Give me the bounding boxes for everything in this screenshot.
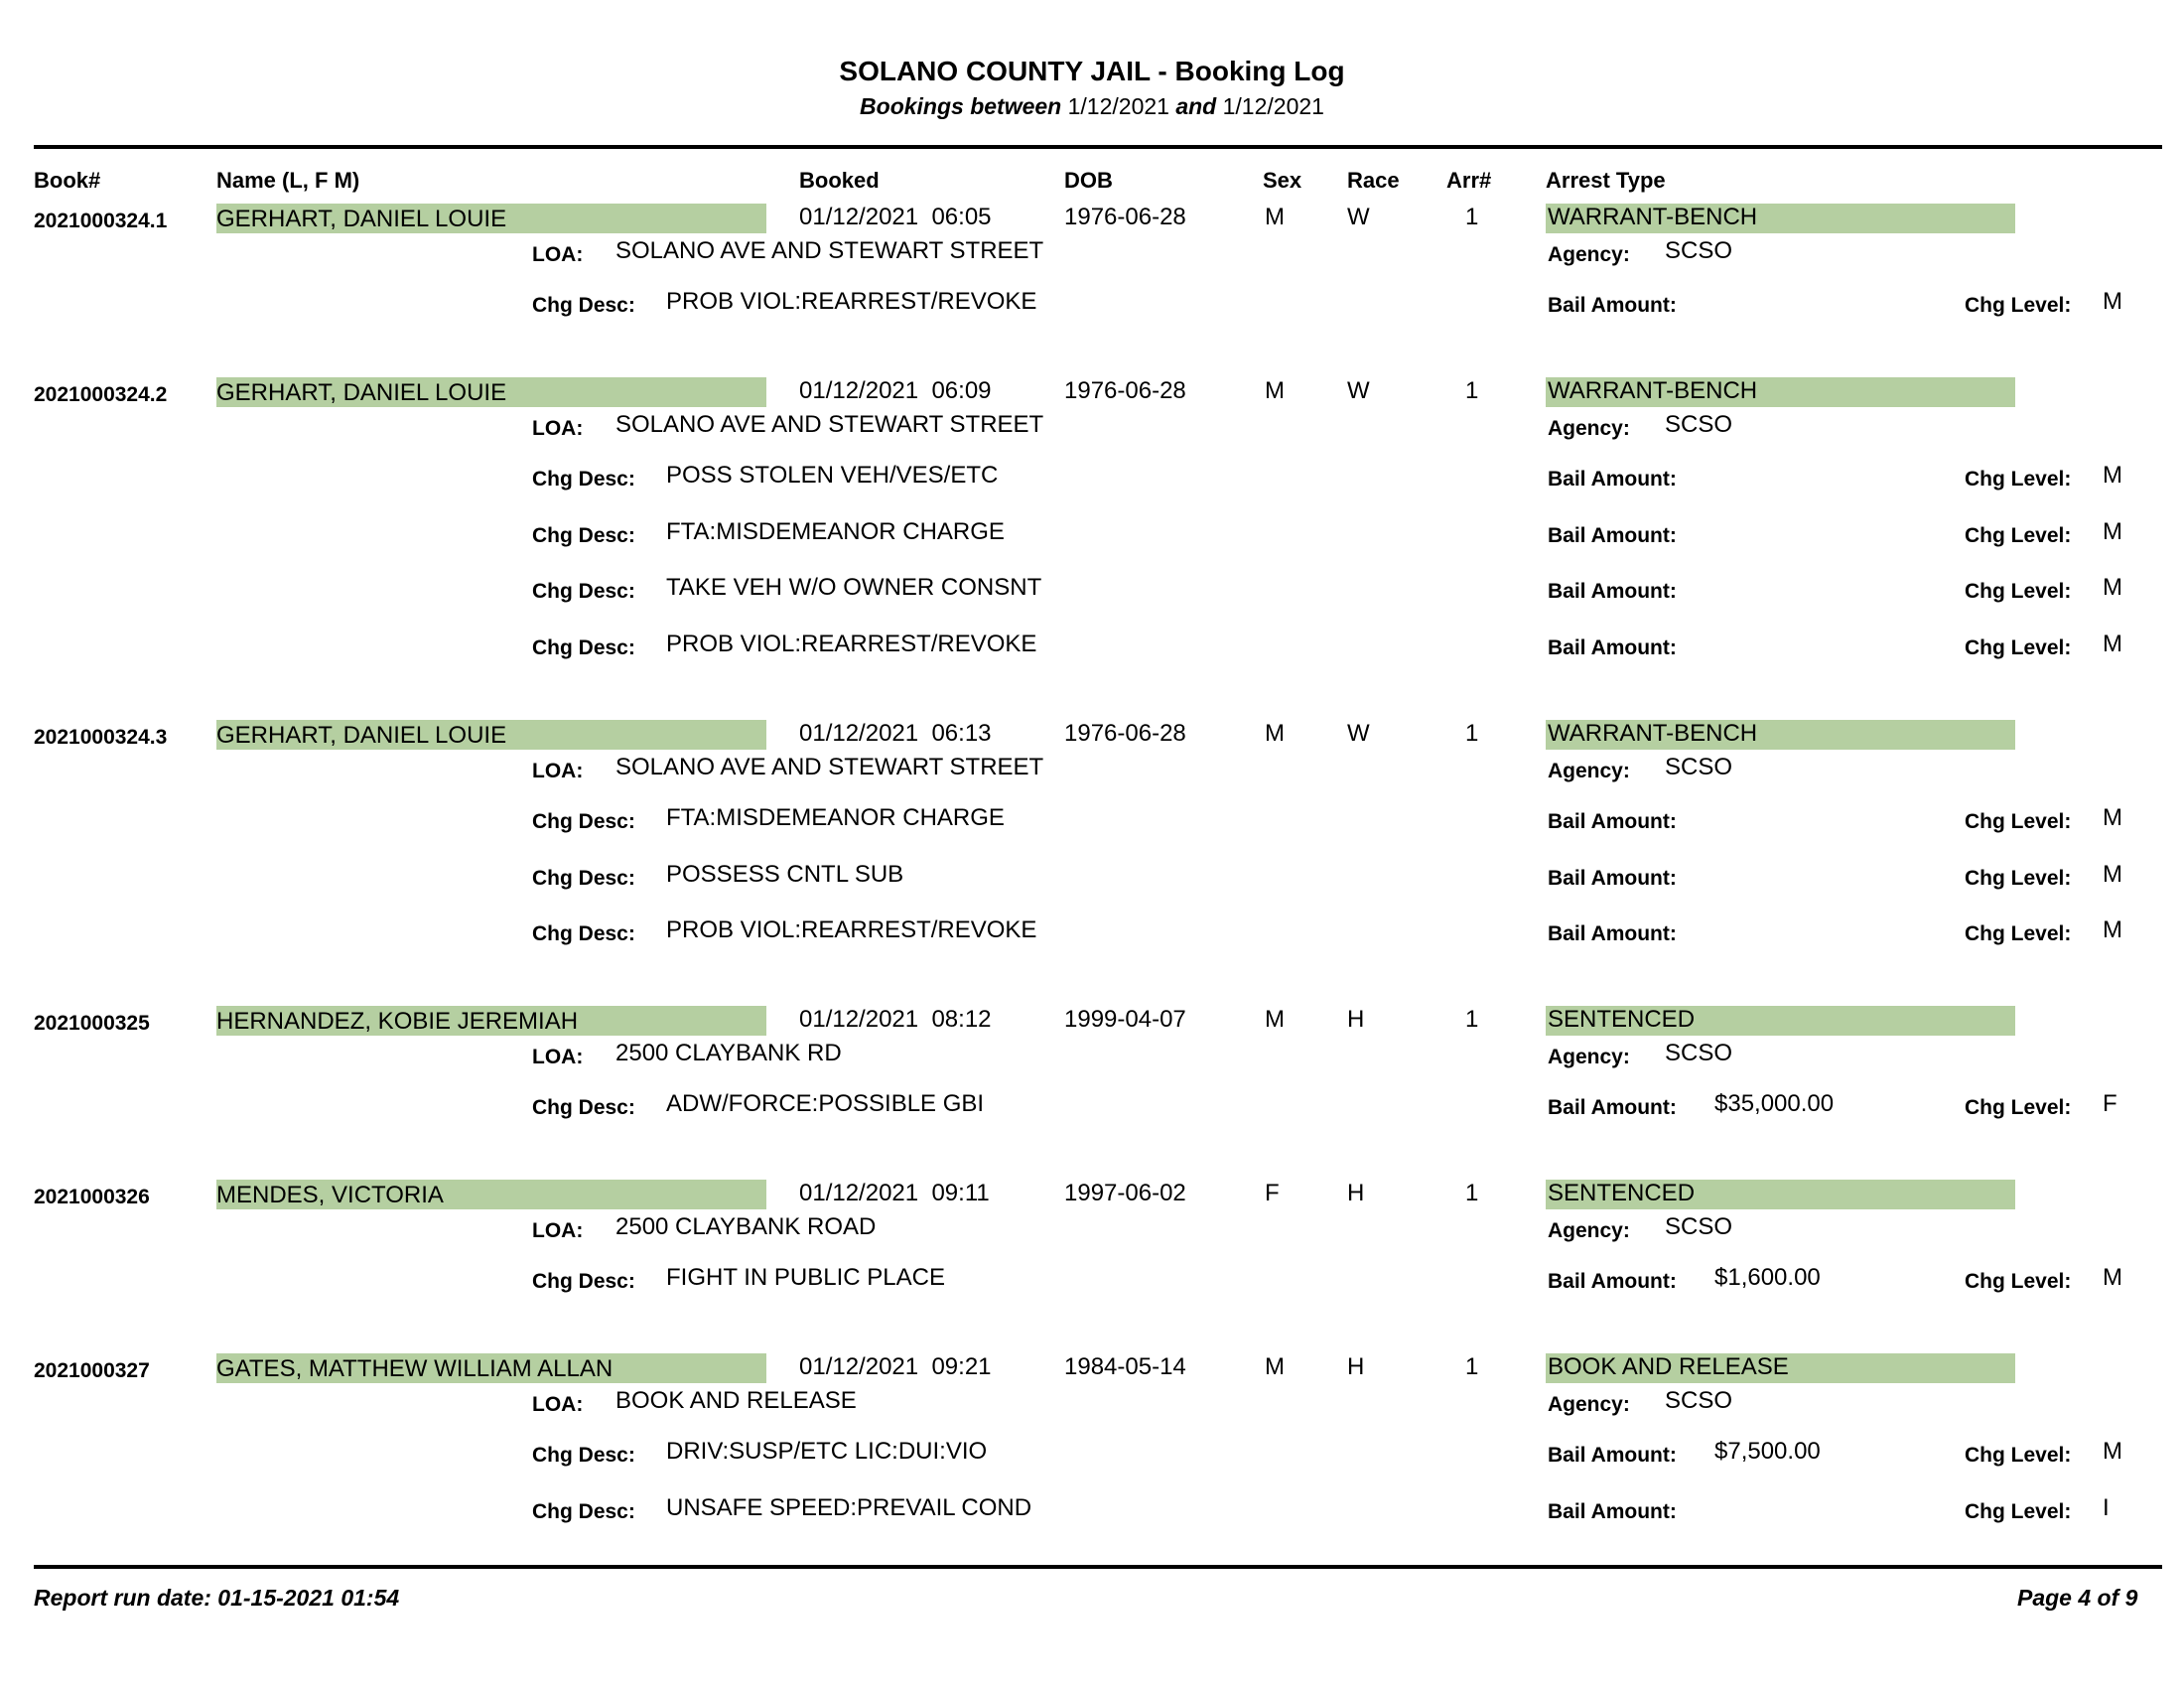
chg-level-value: M bbox=[2103, 861, 2122, 888]
chg-desc-value: UNSAFE SPEED:PREVAIL COND bbox=[666, 1494, 1032, 1521]
chg-level-value: M bbox=[2103, 288, 2122, 315]
dob-value: 1997-06-02 bbox=[1064, 1180, 1186, 1206]
chg-desc-label: Chg Desc: bbox=[532, 922, 635, 945]
agency-value: SCSO bbox=[1665, 1213, 1733, 1240]
book-number: 2021000325 bbox=[34, 1012, 150, 1035]
chg-level-value: M bbox=[2103, 1264, 2122, 1291]
booked-datetime: 01/12/2021 06:09 bbox=[799, 377, 992, 404]
chg-desc-value: PROB VIOL:REARREST/REVOKE bbox=[666, 916, 1037, 943]
agency-label: Agency: bbox=[1548, 1393, 1630, 1416]
dob-value: 1999-04-07 bbox=[1064, 1006, 1186, 1033]
loa-value: 2500 CLAYBANK ROAD bbox=[615, 1213, 877, 1240]
arrest-type: BOOK AND RELEASE bbox=[1548, 1353, 1789, 1380]
chg-desc-label: Chg Desc: bbox=[532, 1096, 635, 1119]
book-number: 2021000327 bbox=[34, 1359, 150, 1382]
subtitle-and: and bbox=[1175, 93, 1217, 119]
booked-datetime: 01/12/2021 09:21 bbox=[799, 1353, 992, 1380]
arrest-type: WARRANT-BENCH bbox=[1548, 720, 1758, 747]
sex-value: M bbox=[1265, 204, 1285, 230]
column-header-dob: DOB bbox=[1064, 168, 1113, 193]
agency-value: SCSO bbox=[1665, 411, 1733, 438]
chg-level-label: Chg Level: bbox=[1965, 580, 2072, 603]
loa-value: 2500 CLAYBANK RD bbox=[615, 1040, 842, 1066]
chg-desc-label: Chg Desc: bbox=[532, 1444, 635, 1467]
arrest-type: WARRANT-BENCH bbox=[1548, 204, 1758, 230]
dob-value: 1984-05-14 bbox=[1064, 1353, 1186, 1380]
sex-value: M bbox=[1265, 1353, 1285, 1380]
agency-value: SCSO bbox=[1665, 1387, 1733, 1414]
inmate-name: HERNANDEZ, KOBIE JEREMIAH bbox=[216, 1008, 579, 1035]
chg-desc-label: Chg Desc: bbox=[532, 1270, 635, 1293]
chg-level-label: Chg Level: bbox=[1965, 1444, 2072, 1467]
arrest-type: WARRANT-BENCH bbox=[1548, 377, 1758, 404]
bail-amount-value: $1,600.00 bbox=[1714, 1264, 1821, 1291]
sex-value: M bbox=[1265, 377, 1285, 404]
agency-label: Agency: bbox=[1548, 760, 1630, 782]
sex-value: M bbox=[1265, 720, 1285, 747]
race-value: W bbox=[1347, 204, 1370, 230]
bail-amount-label: Bail Amount: bbox=[1548, 1500, 1677, 1523]
chg-level-label: Chg Level: bbox=[1965, 294, 2072, 317]
race-value: H bbox=[1347, 1353, 1365, 1380]
chg-level-value: M bbox=[2103, 518, 2122, 545]
agency-label: Agency: bbox=[1548, 1219, 1630, 1242]
bail-amount-value: $7,500.00 bbox=[1714, 1438, 1821, 1465]
bail-amount-label: Bail Amount: bbox=[1548, 810, 1677, 833]
bail-amount-value: $35,000.00 bbox=[1714, 1090, 1835, 1117]
chg-level-value: I bbox=[2103, 1494, 2110, 1521]
race-value: H bbox=[1347, 1180, 1365, 1206]
arr-value: 1 bbox=[1465, 204, 1479, 230]
agency-value: SCSO bbox=[1665, 754, 1733, 780]
loa-label: LOA: bbox=[532, 760, 584, 782]
agency-label: Agency: bbox=[1548, 1046, 1630, 1068]
top-rule bbox=[34, 145, 2162, 149]
chg-level-label: Chg Level: bbox=[1965, 810, 2072, 833]
chg-level-label: Chg Level: bbox=[1965, 922, 2072, 945]
inmate-name: GERHART, DANIEL LOUIE bbox=[216, 206, 507, 232]
arr-value: 1 bbox=[1465, 1006, 1479, 1033]
chg-desc-label: Chg Desc: bbox=[532, 636, 635, 659]
bail-amount-label: Bail Amount: bbox=[1548, 1270, 1677, 1293]
sex-value: F bbox=[1265, 1180, 1280, 1206]
loa-label: LOA: bbox=[532, 1393, 584, 1416]
booked-datetime: 01/12/2021 06:05 bbox=[799, 204, 992, 230]
chg-level-value: M bbox=[2103, 804, 2122, 831]
date-to: 1/12/2021 bbox=[1222, 93, 1324, 119]
loa-value: SOLANO AVE AND STEWART STREET bbox=[615, 754, 1044, 780]
bail-amount-label: Bail Amount: bbox=[1548, 294, 1677, 317]
bail-amount-label: Bail Amount: bbox=[1548, 922, 1677, 945]
arr-value: 1 bbox=[1465, 1353, 1479, 1380]
subtitle-prefix: Bookings between bbox=[860, 93, 1062, 119]
agency-label: Agency: bbox=[1548, 243, 1630, 266]
book-number: 2021000324.1 bbox=[34, 210, 168, 232]
dob-value: 1976-06-28 bbox=[1064, 377, 1186, 404]
report-subtitle bbox=[0, 93, 2184, 120]
chg-desc-label: Chg Desc: bbox=[532, 524, 635, 547]
column-header-sex: Sex bbox=[1263, 168, 1302, 193]
chg-level-value: M bbox=[2103, 462, 2122, 489]
chg-level-label: Chg Level: bbox=[1965, 636, 2072, 659]
chg-desc-label: Chg Desc: bbox=[532, 580, 635, 603]
page-number: Page 4 of 9 bbox=[2017, 1585, 2138, 1611]
chg-desc-label: Chg Desc: bbox=[532, 468, 635, 491]
chg-desc-label: Chg Desc: bbox=[532, 294, 635, 317]
loa-label: LOA: bbox=[532, 1219, 584, 1242]
chg-level-value: M bbox=[2103, 916, 2122, 943]
column-header-arrest-type: Arrest Type bbox=[1546, 168, 1666, 193]
book-number: 2021000324.2 bbox=[34, 383, 168, 406]
chg-desc-value: PROB VIOL:REARREST/REVOKE bbox=[666, 631, 1037, 657]
arrest-type: SENTENCED bbox=[1548, 1006, 1696, 1033]
column-header-arr: Arr# bbox=[1446, 168, 1492, 193]
inmate-name: GERHART, DANIEL LOUIE bbox=[216, 722, 507, 749]
chg-level-label: Chg Level: bbox=[1965, 1500, 2072, 1523]
inmate-name: GERHART, DANIEL LOUIE bbox=[216, 379, 507, 406]
book-number: 2021000326 bbox=[34, 1186, 150, 1208]
chg-desc-label: Chg Desc: bbox=[532, 810, 635, 833]
loa-label: LOA: bbox=[532, 1046, 584, 1068]
bail-amount-label: Bail Amount: bbox=[1548, 580, 1677, 603]
chg-level-value: M bbox=[2103, 574, 2122, 601]
chg-desc-value: TAKE VEH W/O OWNER CONSNT bbox=[666, 574, 1042, 601]
loa-value: SOLANO AVE AND STEWART STREET bbox=[615, 237, 1044, 264]
arr-value: 1 bbox=[1465, 377, 1479, 404]
loa-label: LOA: bbox=[532, 417, 584, 440]
chg-desc-value: FIGHT IN PUBLIC PLACE bbox=[666, 1264, 945, 1291]
sex-value: M bbox=[1265, 1006, 1285, 1033]
chg-desc-value: POSSESS CNTL SUB bbox=[666, 861, 904, 888]
bail-amount-label: Bail Amount: bbox=[1548, 524, 1677, 547]
bail-amount-label: Bail Amount: bbox=[1548, 636, 1677, 659]
race-value: W bbox=[1347, 720, 1370, 747]
booked-datetime: 01/12/2021 08:12 bbox=[799, 1006, 992, 1033]
column-header-name: Name (L, F M) bbox=[216, 168, 360, 193]
agency-label: Agency: bbox=[1548, 417, 1630, 440]
date-from: 1/12/2021 bbox=[1067, 93, 1169, 119]
book-number: 2021000324.3 bbox=[34, 726, 168, 749]
chg-level-label: Chg Level: bbox=[1965, 1270, 2072, 1293]
agency-value: SCSO bbox=[1665, 1040, 1733, 1066]
chg-level-value: M bbox=[2103, 1438, 2122, 1465]
chg-level-label: Chg Level: bbox=[1965, 867, 2072, 890]
race-value: H bbox=[1347, 1006, 1365, 1033]
chg-desc-label: Chg Desc: bbox=[532, 867, 635, 890]
booked-datetime: 01/12/2021 06:13 bbox=[799, 720, 992, 747]
dob-value: 1976-06-28 bbox=[1064, 204, 1186, 230]
arr-value: 1 bbox=[1465, 1180, 1479, 1206]
booked-datetime: 01/12/2021 09:11 bbox=[799, 1180, 990, 1206]
chg-desc-value: FTA:MISDEMEANOR CHARGE bbox=[666, 804, 1005, 831]
report-title: SOLANO COUNTY JAIL - Booking Log bbox=[839, 56, 1345, 86]
column-header-booked: Booked bbox=[799, 168, 880, 193]
inmate-name: GATES, MATTHEW WILLIAM ALLAN bbox=[216, 1355, 614, 1382]
chg-desc-label: Chg Desc: bbox=[532, 1500, 635, 1523]
chg-level-value: F bbox=[2103, 1090, 2117, 1117]
chg-level-label: Chg Level: bbox=[1965, 1096, 2072, 1119]
chg-desc-value: ADW/FORCE:POSSIBLE GBI bbox=[666, 1090, 985, 1117]
race-value: W bbox=[1347, 377, 1370, 404]
loa-label: LOA: bbox=[532, 243, 584, 266]
chg-desc-value: POSS STOLEN VEH/VES/ETC bbox=[666, 462, 999, 489]
dob-value: 1976-06-28 bbox=[1064, 720, 1186, 747]
chg-desc-value: DRIV:SUSP/ETC LIC:DUI:VIO bbox=[666, 1438, 988, 1465]
chg-level-label: Chg Level: bbox=[1965, 524, 2072, 547]
bail-amount-label: Bail Amount: bbox=[1548, 1444, 1677, 1467]
column-header-race: Race bbox=[1347, 168, 1400, 193]
column-header-book: Book# bbox=[34, 168, 101, 193]
chg-desc-value: FTA:MISDEMEANOR CHARGE bbox=[666, 518, 1005, 545]
bail-amount-label: Bail Amount: bbox=[1548, 867, 1677, 890]
bail-amount-label: Bail Amount: bbox=[1548, 468, 1677, 491]
chg-level-label: Chg Level: bbox=[1965, 468, 2072, 491]
arr-value: 1 bbox=[1465, 720, 1479, 747]
arrest-type: SENTENCED bbox=[1548, 1180, 1696, 1206]
loa-value: SOLANO AVE AND STEWART STREET bbox=[615, 411, 1044, 438]
bail-amount-label: Bail Amount: bbox=[1548, 1096, 1677, 1119]
loa-value: BOOK AND RELEASE bbox=[615, 1387, 857, 1414]
agency-value: SCSO bbox=[1665, 237, 1733, 264]
bottom-rule bbox=[34, 1565, 2162, 1569]
report-run-date: Report run date: 01-15-2021 01:54 bbox=[34, 1585, 400, 1611]
chg-level-value: M bbox=[2103, 631, 2122, 657]
chg-desc-value: PROB VIOL:REARREST/REVOKE bbox=[666, 288, 1037, 315]
inmate-name: MENDES, VICTORIA bbox=[216, 1182, 444, 1208]
